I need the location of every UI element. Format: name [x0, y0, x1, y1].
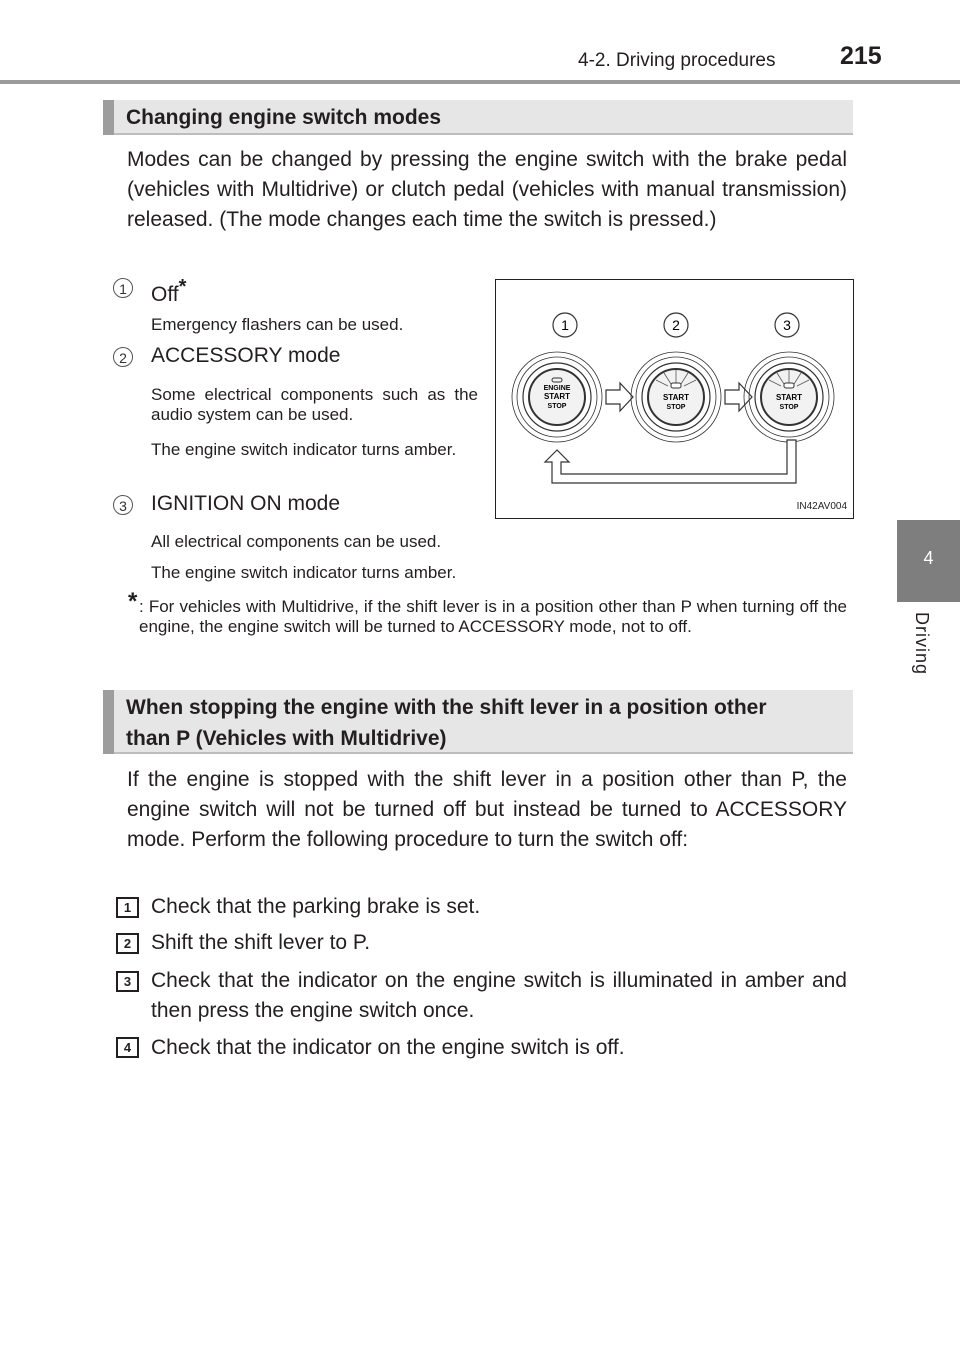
engine-button-text: ENGINE [543, 385, 571, 392]
item-title-off: Off* [151, 276, 187, 306]
section-heading [103, 690, 853, 754]
arrow-right-icon [725, 383, 752, 411]
step-number-3: 3 [116, 971, 139, 992]
item-title-accessory: ACCESSORY mode [151, 344, 341, 367]
page-number: 215 [840, 42, 882, 70]
section-heading [103, 100, 853, 135]
item-note: The engine switch indicator turns amber. [151, 440, 457, 459]
step-text: Check that the indicator on the engine switch is illuminated in amber and then press the engine switch once. [151, 969, 847, 1022]
step-text: Check that the indicator on the engine switch is off. [151, 1036, 625, 1059]
chapter-number: 4 [923, 548, 934, 568]
section-heading-text: Changing engine switch modes [126, 106, 442, 129]
footnote-mark: * [178, 276, 187, 298]
item-note: Emergency flashers can be used. [151, 315, 404, 334]
footnote-asterisk: * [128, 588, 138, 615]
engine-button-text: START [775, 393, 803, 402]
figure-code: IN42AV004 [796, 501, 847, 512]
item-number-2: 2 [113, 347, 133, 367]
chapter-tab[interactable] [897, 520, 960, 602]
arrow-right-icon [606, 383, 633, 411]
engine-button-text: START [662, 393, 690, 402]
section-intro: Modes can be changed by pressing the engine switch with the brake pedal (vehicles with Multidrive) or clutch pedal (vehicles with manual transmission) released. (The mode changes each time the switch is pressed.) [127, 148, 847, 231]
step-text: Check that the parking brake is set. [151, 895, 481, 918]
item-note: Some electrical components such as the audio system can be used. [151, 385, 478, 424]
figure-label-2: 2 [672, 317, 680, 333]
item-number-1: 1 [113, 278, 133, 298]
engine-button-text: STOP [666, 404, 686, 411]
footnote-text: : For vehicles with Multidrive, if the shift lever is in a position other than P when turning off the engine, the engine switch will be turned to ACCESSORY mode, not to off. [139, 597, 847, 636]
item-title-ignition: IGNITION ON mode [151, 492, 341, 515]
item-number-3: 3 [113, 495, 133, 515]
section-heading-text: than P (Vehicles with Multidrive) [126, 727, 447, 750]
step-text: Shift the shift lever to P. [151, 931, 371, 954]
step-number-2: 2 [116, 933, 139, 954]
section-heading-text: When stopping the engine with the shift lever in a position other [126, 696, 767, 719]
item-note: All electrical components can be used. [151, 532, 442, 551]
engine-switch-figure [495, 279, 854, 519]
engine-button-text: STOP [779, 404, 799, 411]
figure-label-3: 3 [783, 317, 791, 333]
figure-label-1: 1 [561, 317, 569, 333]
chapter-label: Driving [912, 612, 932, 676]
engine-button-text: STOP [547, 403, 567, 410]
header-section-title: 4-2. Driving procedures [578, 50, 776, 71]
return-arrow-icon [545, 440, 796, 483]
item-note: The engine switch indicator turns amber. [151, 563, 457, 582]
engine-switch-diagram [496, 280, 852, 517]
header-rule [0, 80, 960, 84]
step-number-4: 4 [116, 1037, 139, 1058]
engine-button-text: START [543, 392, 571, 401]
section-intro: If the engine is stopped with the shift lever in a position other than P, the engine switch will not be turned off but instead be turned to ACCESSORY mode. Perform the following procedure to turn the switch off: [127, 768, 847, 851]
step-number-1: 1 [116, 897, 139, 918]
